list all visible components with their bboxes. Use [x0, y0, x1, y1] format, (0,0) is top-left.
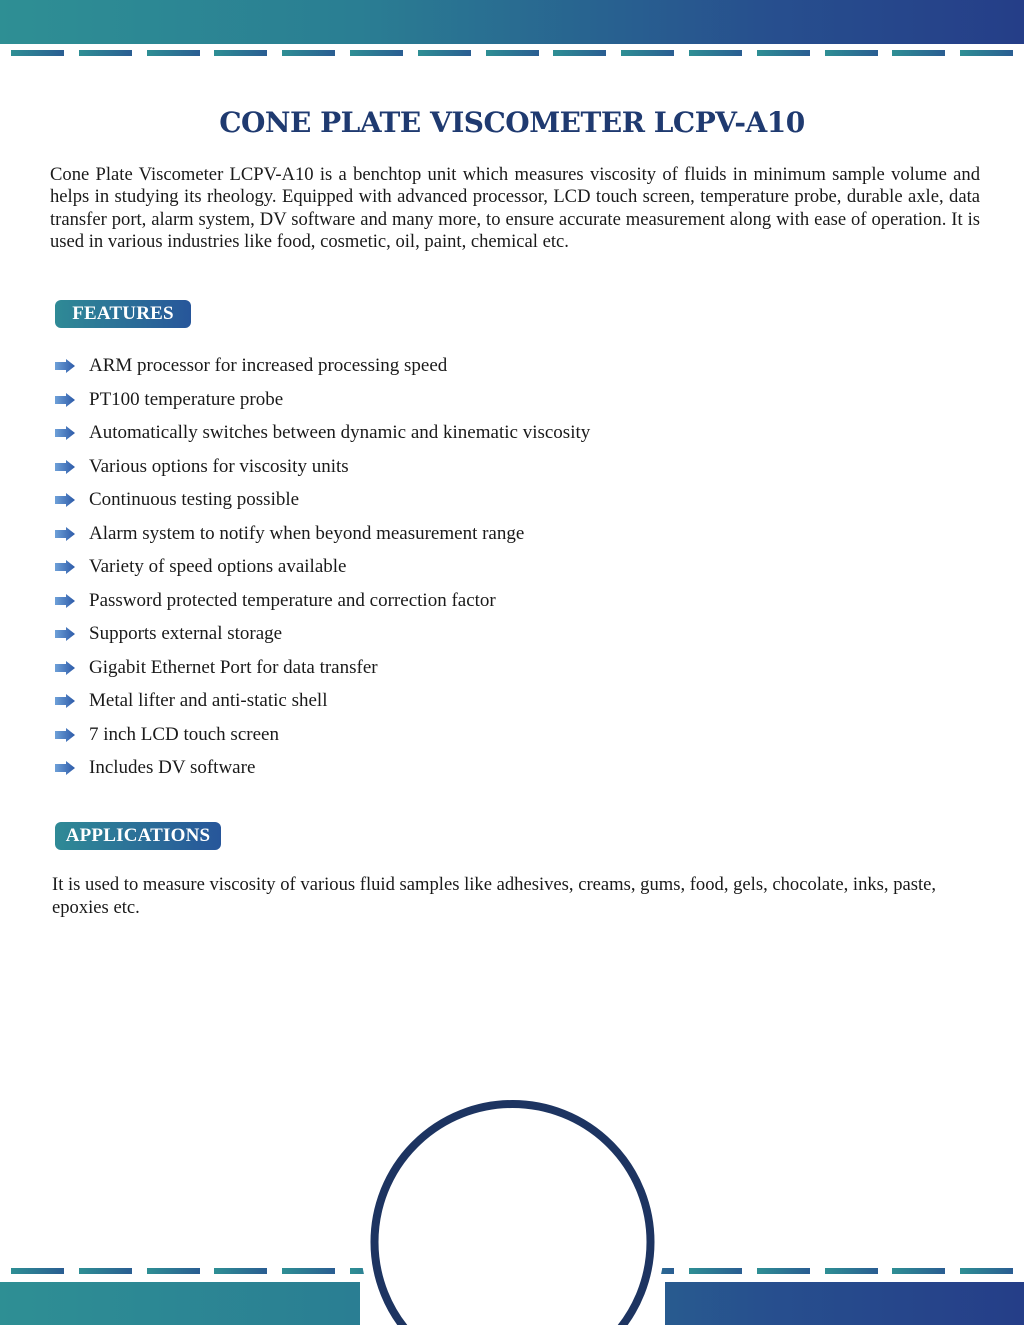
list-item	[54, 520, 754, 554]
arrow-bullet-icon	[54, 393, 76, 407]
feature-text: Password protected temperature and correction factor	[89, 589, 496, 611]
arrow-bullet-icon	[54, 627, 76, 641]
list-item	[54, 620, 754, 654]
applications-paragraph: It is used to measure viscosity of various fluid samples like adhesives, creams, gums, food, gels, chocolate, inks, paste, epoxies etc.	[52, 874, 937, 918]
arrow-bullet-icon	[54, 661, 76, 675]
border-dash	[892, 1268, 945, 1274]
border-dash	[350, 50, 403, 56]
border-dash	[79, 50, 132, 56]
list-item	[54, 721, 754, 755]
list-item	[54, 654, 754, 688]
border-dash	[11, 1268, 64, 1274]
top-dash-border	[0, 50, 1024, 56]
arrow-bullet-icon	[54, 761, 76, 775]
intro-paragraph: Cone Plate Viscometer LCPV-A10 is a benchtop unit which measures viscosity of fluids in minimum sample volume and helps in studying its rheology. Equipped with advanced processor, LCD touch screen, temperature probe, durable axle, data transfer port, alarm system, DV software and many more, to ensure accurate measurement along with ease of operation. It is used in various industries like food, cosmetic, oil, paint, chemical etc.	[50, 164, 980, 252]
feature-text: Gigabit Ethernet Port for data transfer	[89, 656, 378, 678]
feature-text: Supports external storage	[89, 623, 283, 644]
border-dash	[621, 50, 674, 56]
features-heading: FEATURES	[55, 300, 191, 328]
border-dash	[689, 50, 742, 56]
list-item	[54, 453, 754, 487]
feature-text: Continuous testing possible	[89, 489, 300, 510]
arrow-bullet-icon	[54, 359, 76, 373]
applications-heading: APPLICATIONS	[55, 822, 221, 850]
list-item	[54, 486, 754, 520]
arrow-bullet-icon	[54, 728, 76, 742]
feature-text: ARM processor for increased processing speed	[89, 355, 448, 376]
list-item	[54, 419, 754, 453]
border-dash	[960, 50, 1013, 56]
top-decorative-band	[0, 0, 1024, 44]
border-dash	[214, 50, 267, 56]
border-dash	[282, 50, 335, 56]
list-item	[54, 587, 754, 621]
page-title: CONE PLATE VISCOMETER LCPV-A10	[219, 106, 805, 139]
border-dash	[147, 1268, 200, 1274]
arrow-bullet-icon	[54, 560, 76, 574]
list-item	[54, 553, 754, 587]
feature-text: Variety of speed options available	[89, 556, 347, 577]
border-dash	[486, 50, 539, 56]
feature-text: Includes DV software	[89, 757, 256, 778]
feature-text: Automatically switches between dynamic and kinematic viscosity	[89, 422, 591, 443]
list-item	[54, 687, 754, 721]
list-item	[54, 754, 754, 788]
circle-frame-decoration	[360, 1090, 665, 1325]
border-dash	[418, 50, 471, 56]
list-item	[54, 386, 754, 420]
border-dash	[689, 1268, 742, 1274]
feature-text: Alarm system to notify when beyond measurement range	[89, 522, 525, 544]
border-dash	[825, 1268, 878, 1274]
arrow-bullet-icon	[54, 493, 76, 507]
border-dash	[79, 1268, 132, 1274]
arrow-bullet-icon	[54, 527, 76, 541]
feature-text: 7 inch LCD touch screen	[89, 723, 279, 745]
border-dash	[757, 1268, 810, 1274]
feature-text: PT100 temperature probe	[89, 388, 284, 410]
arrow-bullet-icon	[54, 426, 76, 440]
border-dash	[11, 50, 64, 56]
features-list	[54, 352, 754, 788]
border-dash	[214, 1268, 267, 1274]
border-dash	[553, 50, 606, 56]
list-item	[54, 352, 754, 386]
border-dash	[825, 50, 878, 56]
border-dash	[892, 50, 945, 56]
feature-text: Metal lifter and anti-static shell	[89, 690, 328, 711]
arrow-bullet-icon	[54, 460, 76, 474]
border-dash	[960, 1268, 1013, 1274]
arrow-bullet-icon	[54, 694, 76, 708]
feature-text: Various options for viscosity units	[89, 455, 349, 477]
border-dash	[282, 1268, 335, 1274]
arrow-bullet-icon	[54, 594, 76, 608]
border-dash	[147, 50, 200, 56]
border-dash	[757, 50, 810, 56]
